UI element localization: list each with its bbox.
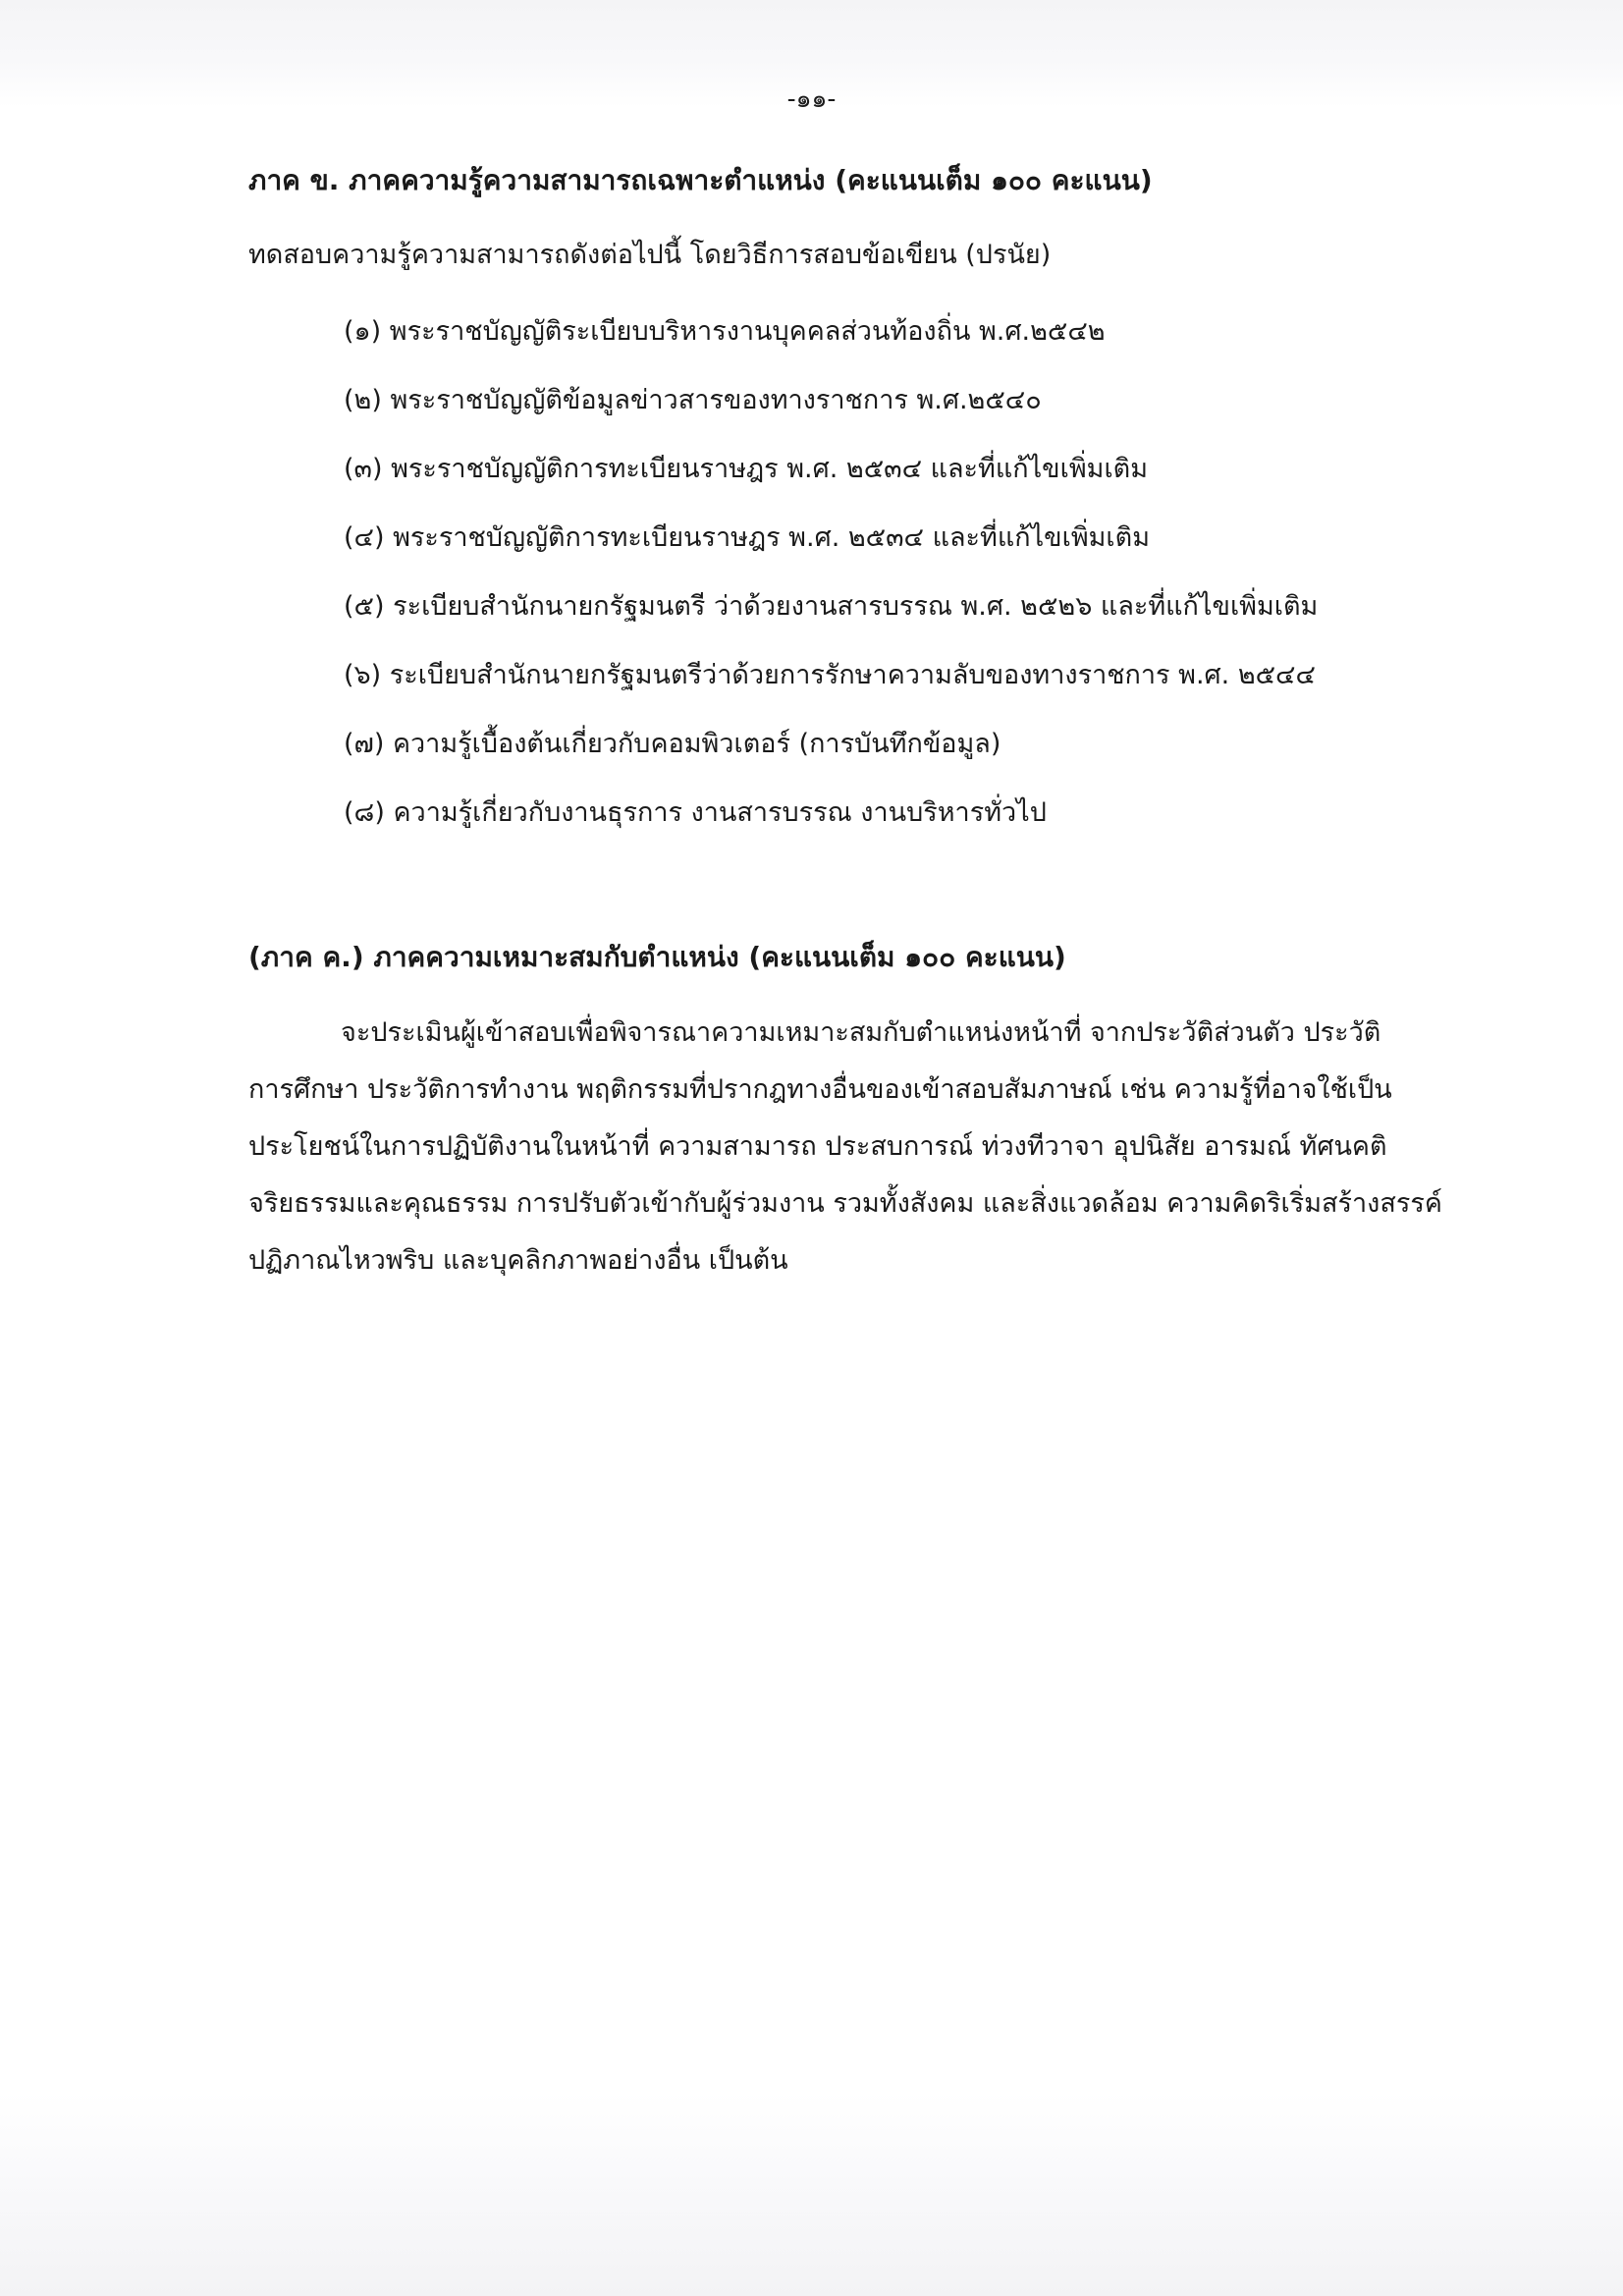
list-item: (๗) ความรู้เบื้องต้นเกี่ยวกับคอมพิวเตอร์ (การบันทึกข้อมูล) [344, 729, 1001, 759]
scan-shading-bottom [0, 2092, 1623, 2296]
list-item: (๖) ระเบียบสำนักนายกรัฐมนตรีว่าด้วยการรักษาความลับของทางราชการ พ.ศ. ๒๕๔๔ [344, 660, 1316, 690]
page-number: -๑๑- [786, 84, 837, 113]
paragraph-line: การศึกษา ประวัติการทำงาน พฤติกรรมที่ปรากฎทางอื่นของเข้าสอบสัมภาษณ์ เช่น ความรู้ที่อาจใช้เป็น [248, 1074, 1392, 1105]
list-item: (๘) ความรู้เกี่ยวกับงานธุรการ งานสารบรรณ งานบริหารทั่วไป [344, 797, 1047, 828]
list-item: (๕) ระเบียบสำนักนายกรัฐมนตรี ว่าด้วยงานสารบรรณ พ.ศ. ๒๕๒๖ และที่แก้ไขเพิ่มเติม [344, 591, 1319, 622]
list-item: (๔) พระราชบัญญัติการทะเบียนราษฎร พ.ศ. ๒๕๓๔ และที่แก้ไขเพิ่มเติม [344, 522, 1150, 553]
paragraph-line: จะประเมินผู้เข้าสอบเพื่อพิจารณาความเหมาะสมกับตำแหน่งหน้าที่ จากประวัติส่วนตัว ประวัติ [341, 1017, 1381, 1048]
paragraph-line: ประโยชน์ในการปฏิบัติงานในหน้าที่ ความสามารถ ประสบการณ์ ท่วงทีวาจา อุปนิสัย อารมณ์ ทัศนคติ [248, 1131, 1387, 1162]
paragraph-line: จริยธรรมและคุณธรรม การปรับตัวเข้ากับผู้ร่วมงาน รวมทั้งสังคม และสิ่งแวดล้อม ความคิดริเริ่มสร้างสรรค์ [248, 1188, 1442, 1219]
list-item: (๒) พระราชบัญญัติข้อมูลข่าวสารของทางราชการ พ.ศ.๒๕๔๐ [344, 385, 1042, 415]
exam-topics-list [344, 312, 1318, 862]
list-item: (๑) พระราชบัญญัติระเบียบบริหารงานบุคคลส่วนท้องถิ่น พ.ศ.๒๕๔๒ [344, 316, 1106, 347]
section-b-heading: ภาค ข. ภาคความรู้ความสามารถเฉพาะตำแหน่ง (คะแนนเต็ม ๑๐๐ คะแนน) [248, 164, 1153, 196]
section-c-paragraph [248, 1013, 1442, 1298]
section-b-intro: ทดสอบความรู้ความสามารถดังต่อไปนี้ โดยวิธีการสอบข้อเขียน (ปรนัย) [248, 240, 1052, 270]
list-item: (๓) พระราชบัญญัติการทะเบียนราษฎร พ.ศ. ๒๕๓๔ และที่แก้ไขเพิ่มเติม [344, 454, 1149, 484]
paragraph-line: ปฏิภาณไหวพริบ และบุคลิกภาพอย่างอื่น เป็นต้น [248, 1245, 788, 1276]
section-c-heading: (ภาค ค.) ภาคความเหมาะสมกับตำแหน่ง (คะแนนเต็ม ๑๐๐ คะแนน) [248, 941, 1066, 973]
